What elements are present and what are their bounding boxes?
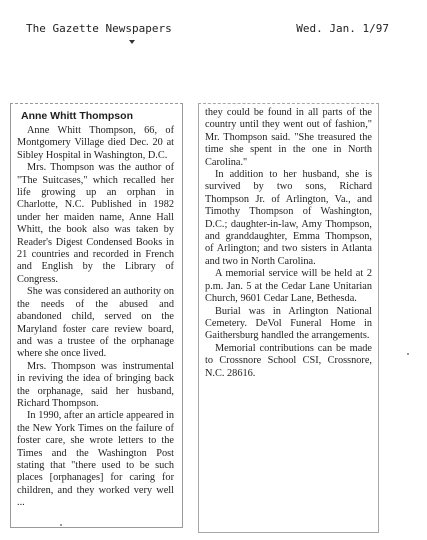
article-paragraph: Burial was in Arlington National Cemetery. DeVol Funeral Home in Gaithersburg handled the arrangements. [205,305,372,342]
article-paragraph: She was considered an authority on the needs of the abused and abandoned child, served on the Maryland foster care review board, and was a trustee of the orphanage where she once lived. [17,286,174,360]
publication-name: The Gazette Newspapers [26,22,172,35]
article-paragraph: Anne Whitt Thompson, 66, of Montgomery Village died Dec. 20 at Sibley Hospital in Washington, D.C. [17,125,174,161]
article-paragraph: Memorial contributions can be made to Crossnore School CSI, Crossnore, N.C. 28616. [205,342,372,379]
publication-date: Wed. Jan. 1/97 [296,22,389,35]
article-paragraph: Mrs. Thompson was the author of "The Suitcases," which recalled her life growing up an orphan in Charlotte, N.C. Published in 1982 under her maiden name, Anne Hall Whitt, the book also was taken by Reader's Digest Condensed Books in 21 countries and recorded in French and English by the Library of Congress. [17,162,174,285]
obituary-clipping [10,103,385,513]
scan-speck [407,353,409,355]
scan-speck [60,524,62,526]
article-column-1 [10,103,183,528]
article-column-2 [198,103,379,533]
article-headline: Anne Whitt Thompson [21,110,133,122]
article-paragraph: Mrs. Thompson was instrumental in reviving the idea of bringing back the orphanage, said her husband, Richard Thompson. [17,360,174,409]
header-mark-icon [129,40,135,44]
page-header [0,22,427,38]
article-paragraph: In 1990, after an article appeared in the New York Times on the failure of foster care, she wrote letters to the Times and the Washington Post stating that "there used to be such places [orphanages] for caring for children, and they worked very well ... [17,410,174,509]
article-paragraph: In addition to her husband, she is survived by two sons, Richard Thompson Jr. of Arlington, Va., and Timothy Thompson of Washington, D.C.; daughter-in-law, Amy Thompson, and granddaughter, Emma Thompson, of Arlington; and two sisters in Atlanta and two in North Carolina. [205,169,372,267]
article-paragraph: A memorial service will be held at 2 p.m. Jan. 5 at the Cedar Lane Unitarian Church, 9601 Cedar Lane, Bethesda. [205,268,372,305]
article-paragraph: they could be found in all parts of the country until they went out of fashion," Mr. Thompson said. "She treasured the time she spent in the one in North Carolina." [205,107,372,168]
